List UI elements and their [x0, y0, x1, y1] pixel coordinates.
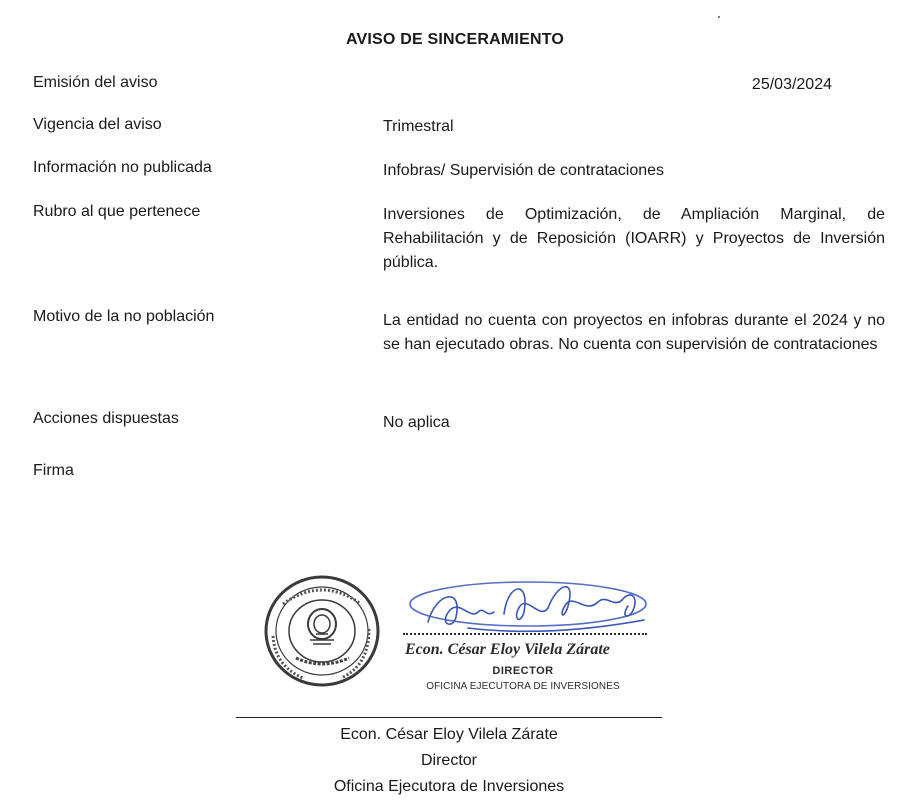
field-label-informacion: Información no publicada [33, 159, 212, 176]
document-title: AVISO DE SINCERAMIENTO [345, 31, 565, 48]
handwritten-signature [408, 562, 658, 644]
field-label-rubro: Rubro al que pertenece [33, 203, 201, 220]
signature-dotted-line [403, 633, 647, 635]
signature-label: Firma [33, 462, 74, 479]
field-value-emision: 25/03/2024 [751, 76, 832, 93]
footer-office: Oficina Ejecutora de Inversiones [333, 778, 565, 795]
field-label-motivo: Motivo de la no población [33, 308, 215, 325]
footer-role: Director [420, 752, 477, 769]
speck [718, 16, 720, 18]
field-value-motivo: La entidad no cuenta con proyectos en infobras durante el 2024 y no se han ejecutado obras. No cuenta con supervisión de contrataciones [383, 312, 885, 353]
field-value-acciones: No aplica [383, 414, 450, 431]
field-label-acciones: Acciones dispuestas [33, 410, 179, 427]
field-value-rubro: Inversiones de Optimización, de Ampliación Marginal, de Rehabilitación y de Reposición (IOARR) y Proyectos de Inversión pública. [383, 206, 885, 271]
stamp-signer-title: DIRECTOR [492, 665, 554, 677]
stamp-office: OFICINA EJECUTORA DE INVERSIONES [426, 681, 620, 692]
field-label-emision: Emisión del aviso [33, 74, 158, 91]
footer-name: Econ. César Eloy Vilela Zárate [340, 726, 558, 743]
stamp-signer-name: Econ. César Eloy Vilela Zárate [405, 641, 610, 658]
field-label-vigencia: Vigencia del aviso [33, 116, 162, 133]
field-value-vigencia: Trimestral [383, 118, 454, 135]
field-value-informacion: Infobras/ Supervisión de contrataciones [383, 162, 665, 179]
signature-rule [236, 717, 662, 718]
official-seal [263, 574, 381, 688]
